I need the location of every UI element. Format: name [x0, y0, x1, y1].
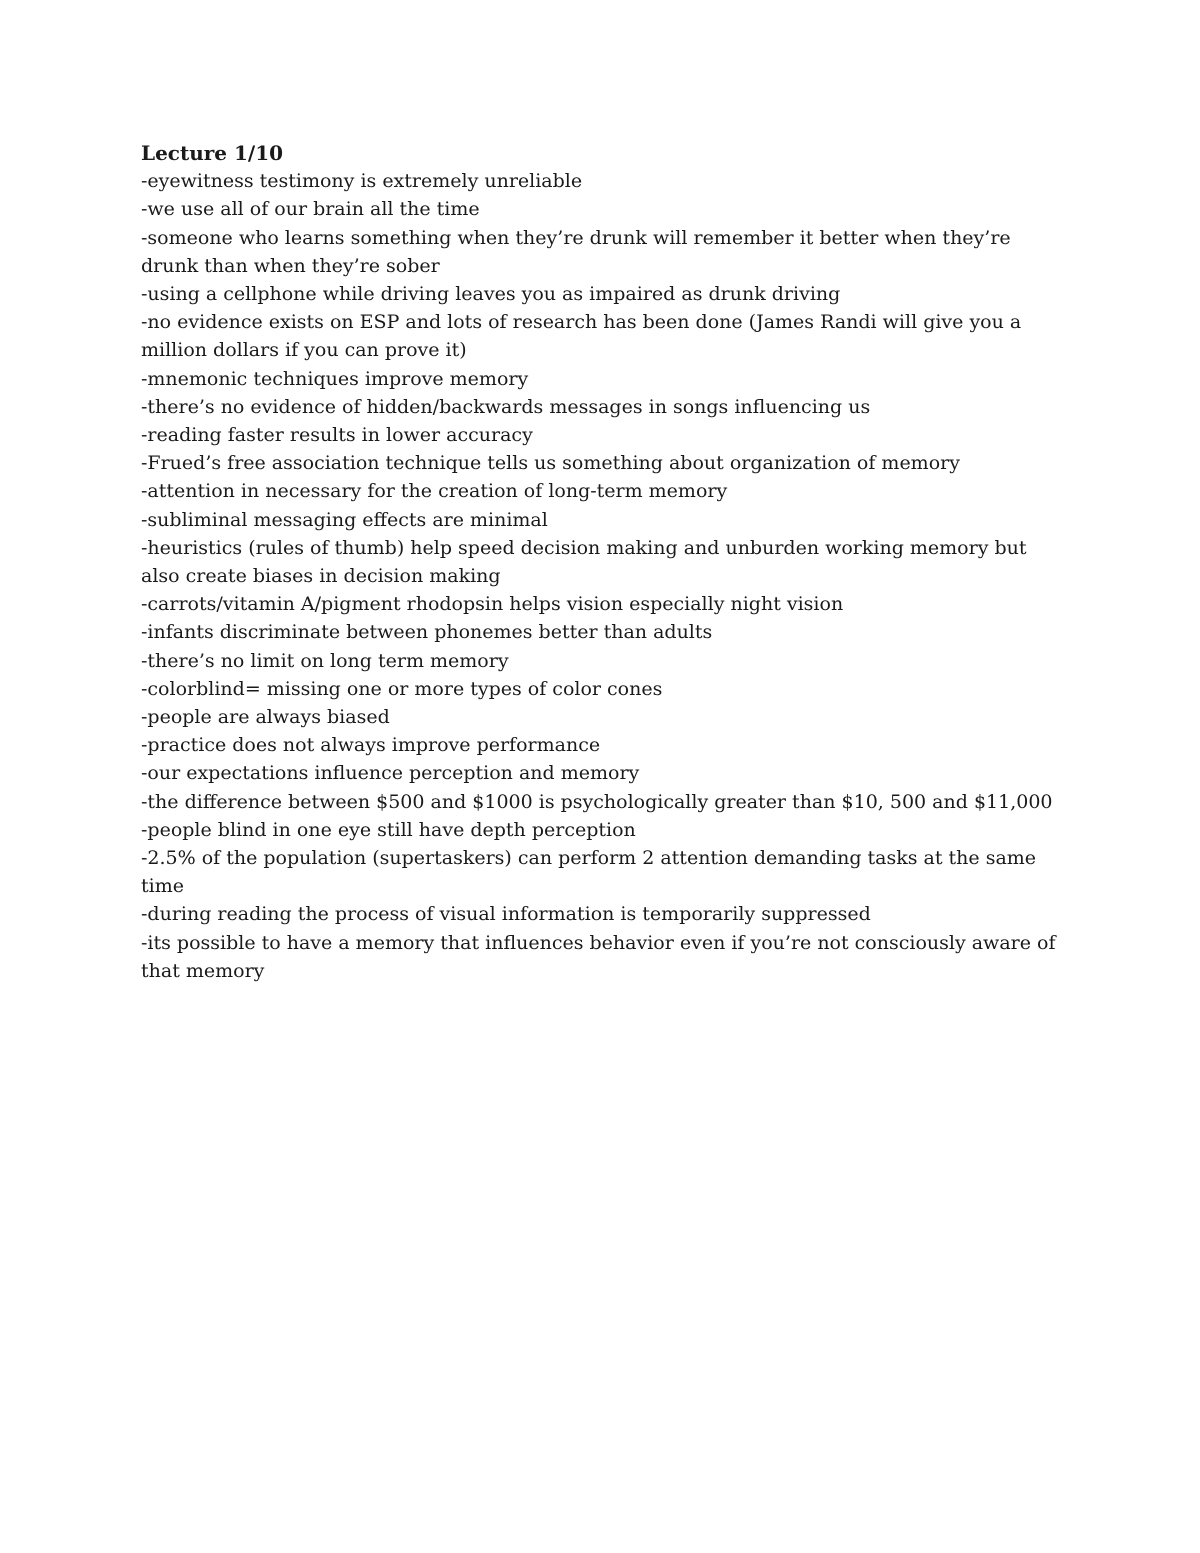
list-item: -people blind in one eye still have depth perception — [141, 818, 636, 841]
list-item: -practice does not always improve performance — [141, 734, 601, 757]
list-item: -infants discriminate between phonemes better than adults — [141, 621, 713, 644]
list-item: -reading faster results in lower accuracy — [141, 424, 533, 447]
list-item: -attention in necessary for the creation of long-term memory — [141, 480, 728, 503]
list-item: -there’s no evidence of hidden/backwards messages in songs influencing us — [141, 395, 871, 418]
list-item: -someone who learns something when they’re drunk will remember it better when they’re drunk than when they’re sober — [141, 226, 1011, 277]
list-item: -people are always biased — [141, 706, 390, 729]
list-item: -carrots/vitamin A/pigment rhodopsin helps vision especially night vision — [141, 593, 844, 616]
list-item: -there’s no limit on long term memory — [141, 649, 509, 672]
list-item: -our expectations influence perception and memory — [141, 762, 640, 785]
list-item: -using a cellphone while driving leaves you as impaired as drunk driving — [141, 283, 841, 306]
list-item: -its possible to have a memory that influences behavior even if you’re not consciously aware of that memory — [141, 931, 1056, 982]
notes-list — [141, 167, 1071, 985]
list-item: -the difference between $500 and $1000 is psychologically greater than $10, 500 and $11,000 — [141, 790, 1053, 813]
list-item: -heuristics (rules of thumb) help speed decision making and unburden working memory but also create biases in decision making — [141, 536, 1027, 588]
list-item: -subliminal messaging effects are minimal — [141, 508, 548, 531]
list-item: -no evidence exists on ESP and lots of research has been done (James Randi will give you a million dollars if you can prove it) — [141, 311, 1022, 362]
page-title: Lecture 1/10 — [141, 141, 284, 165]
list-item: -mnemonic techniques improve memory — [141, 367, 529, 390]
list-item: -we use all of our brain all the time — [141, 198, 480, 221]
list-item: -during reading the process of visual information is temporarily suppressed — [141, 903, 871, 926]
list-item: -eyewitness testimony is extremely unreliable — [141, 170, 583, 193]
document-body — [141, 139, 1071, 985]
list-item: -colorblind= missing one or more types of color cones — [141, 677, 663, 700]
list-item: -2.5% of the population (supertaskers) can perform 2 attention demanding tasks at the same time — [141, 847, 1037, 898]
list-item: -Frued’s free association technique tells us something about organization of memory — [141, 452, 960, 475]
